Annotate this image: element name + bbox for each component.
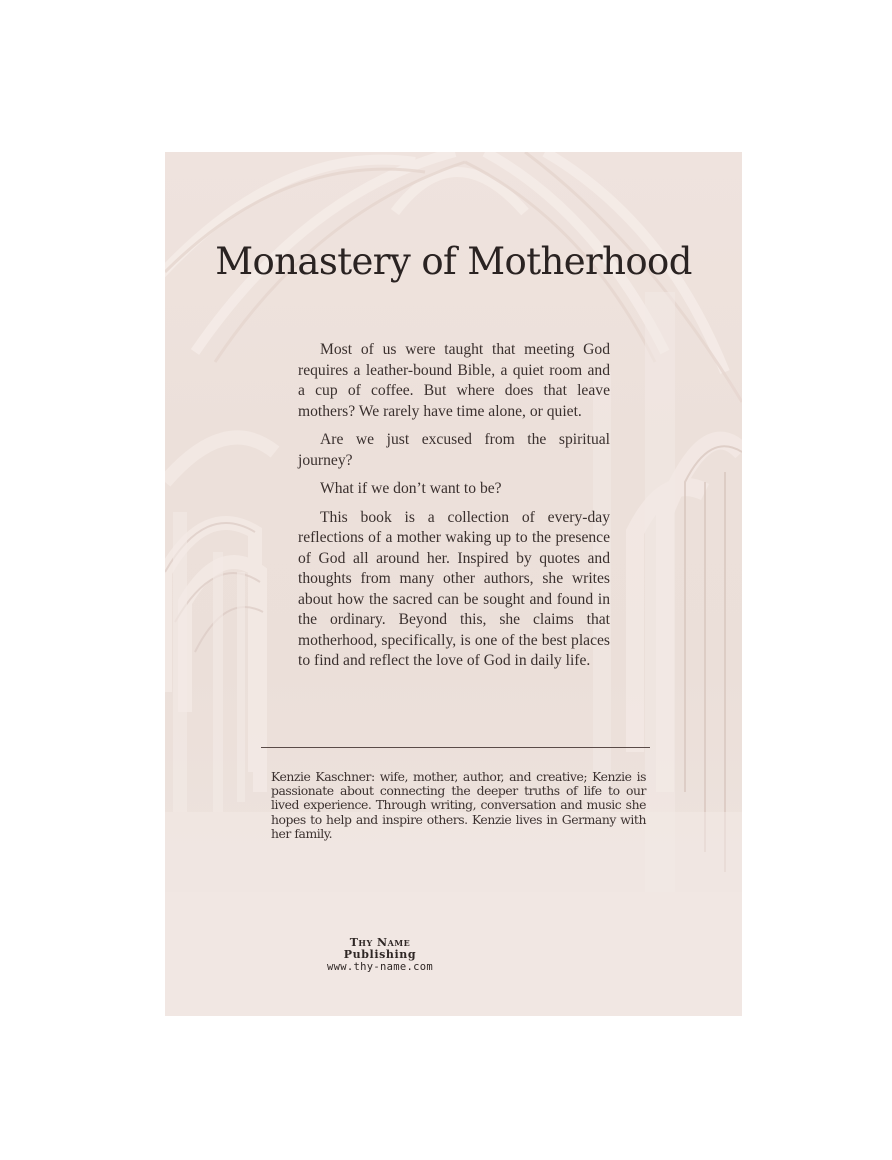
book-title: Monastery of Motherhood [215, 240, 692, 283]
blurb-paragraph: Most of us were taught that meeting God requires a leather-bound Bible, a quiet room and a cup of coffee. But where does that leave mothers? We rarely have time alone, or quiet. [298, 341, 610, 420]
publisher-imprint [305, 937, 455, 973]
publisher-name: Thy Name [349, 936, 411, 949]
blurb-paragraph: This book is a collection of every-day reflections of a mother waking up to the presence of God all around her. Inspired by quotes and thoughts from many other authors, she writes about how the sacred can be sought and found in the ordinary. Beyond this, she claims that motherhood, specifically, is one of the best places to find and reflect the love of God in daily life. [298, 508, 610, 669]
author-bio: Kenzie Kaschner: wife, mother, author, and creative; Kenzie is passionate about connecting the deeper truths of life to our lived experience. Through writing, conversation and music she hopes to help and inspire others. Kenzie lives in Germany with her family. [271, 769, 646, 841]
book-blurb [298, 340, 610, 680]
back-cover [165, 152, 742, 1016]
blurb-paragraph: What if we don’t want to be? [320, 480, 502, 497]
publisher-name-line2: Publishing [343, 948, 417, 961]
publisher-url: www.thy-name.com [327, 961, 433, 973]
divider-line [261, 747, 650, 748]
blurb-paragraph: Are we just excused from the spiritual journey? [298, 431, 610, 469]
